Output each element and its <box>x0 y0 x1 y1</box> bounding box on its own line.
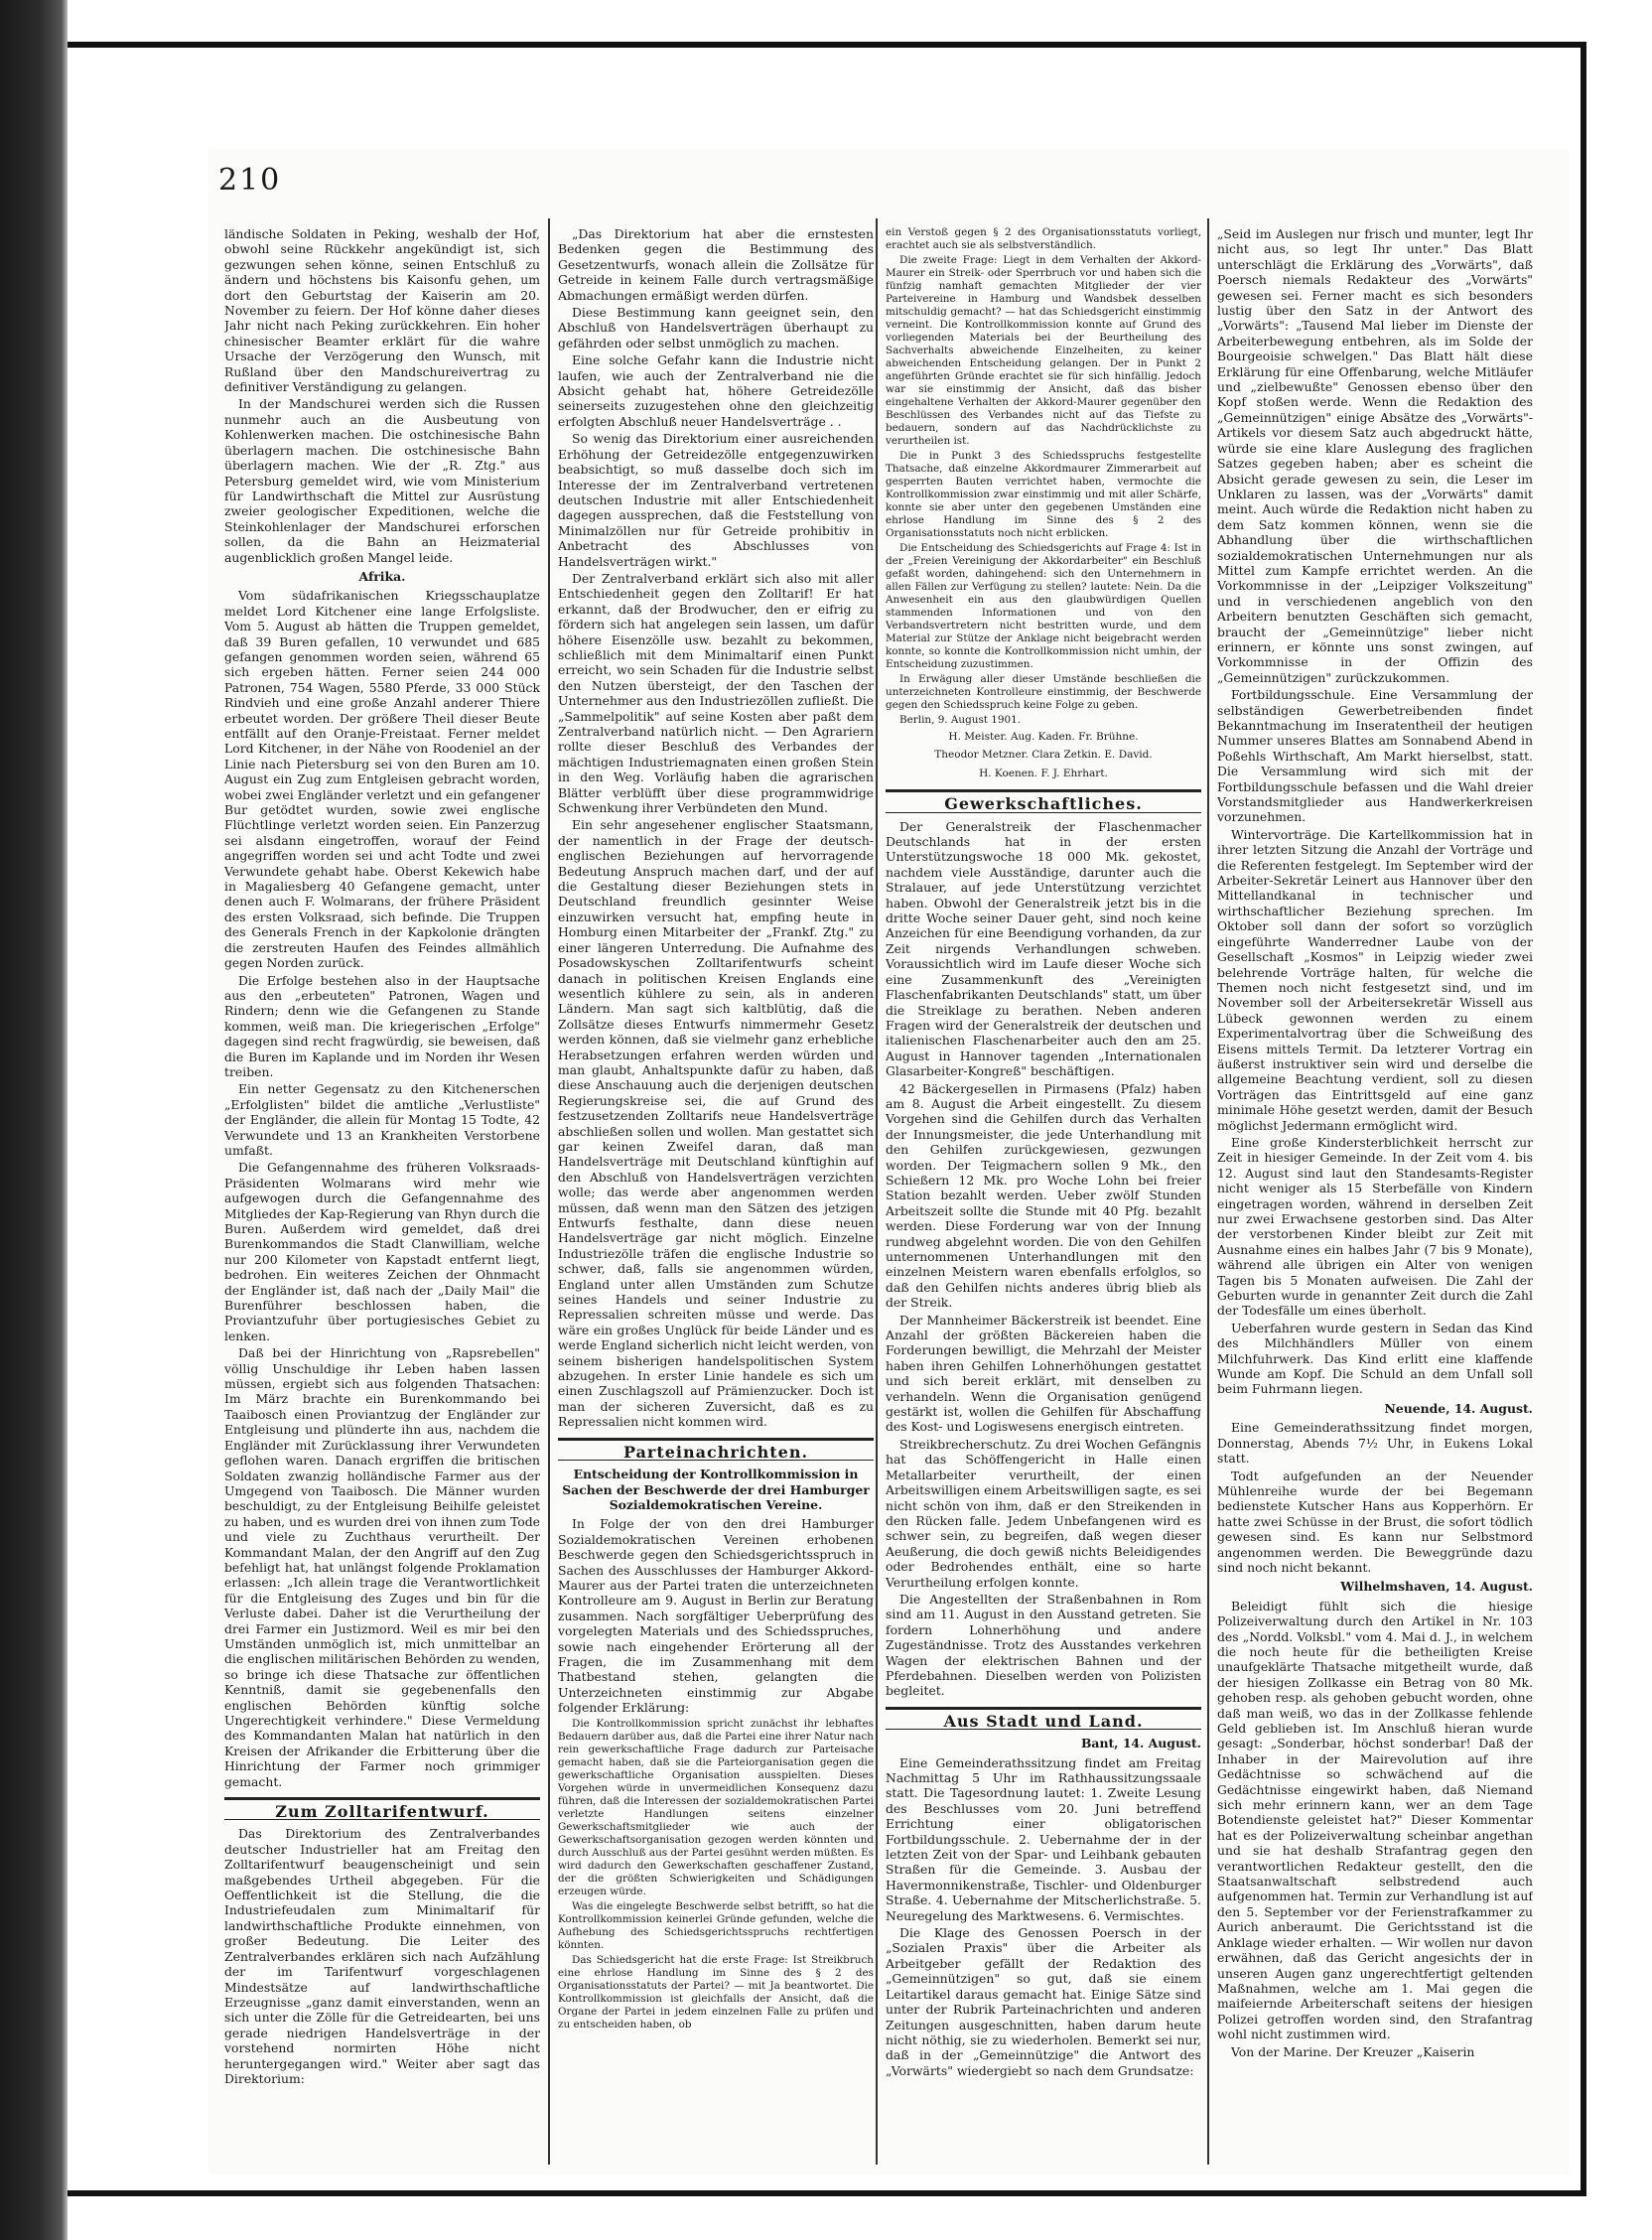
paragraph: ländische Soldaten in Peking, weshalb der Hof, obwohl seine Rückkehr angekündigt ist, sich gezwungen sehen könne, seinen Entschluß zu ändern und höchstens bis Kaisonfu gehen, um dort den Geburtstag der Kaiserin am 20. November zu feiern. Der Hof könne daher dieses Jahr nicht nach Peking zurückkehren. Ein hoher chinesischer Beamter erklärt für die wahre Ursache der Verzögerung den Wunsch, mit Rußland über den Mandschureivertrag zu definitiver Verständigung zu gelangen. <box>224 226 540 395</box>
paragraph: Eine Gemeinderathssitzung findet morgen, Donnerstag, Abends 7½ Uhr, in Eukens Lokal statt. <box>1217 1420 1533 1467</box>
page-number: 210 <box>218 163 282 198</box>
paragraph: Ein sehr angesehener englischer Staatsmann, der namentlich in der Frage der deutsch-englischen Beziehungen auf hervorragende Bedeutung Anspruch machen darf, und der auf die Gestaltung dieser Beziehungen stets in Deutschland freundlich gesinnter Weise einzuwirken versucht hat, empfing heute in Homburg einen Mitarbeiter der „Frankf. Ztg." zu einer längeren Unterredung. Die Aufnahme des Posadowskyschen Zolltarifentwurfs scheint danach in politischen Kreisen Englands eine wesentlich kühlere zu sein, als in anderen Ländern. Man sagt sich kaltblütig, daß die Zollsätze dieses Entwurfs nimmermehr Gesetz werden können, daß sie vielmehr ganz erhebliche Herabsetzungen erfahren werden würden und man glaubt, Anhaltspunkte dafür zu haben, daß diese Anschauung auch die derjenigen deutschen Regierungskreise sei, die auf Grund des festzusetzenden Zolltarifs neue Handelsverträge abschließen sollen und wollen. Man gestattet sich gar keinen Zweifel daran, daß man Handelsverträge mit Deutschland künftighin auf den Abschluß von Handelsverträgen verzichten wolle; das werde aber angenommen werden müssen, daß wenn man den Sätzen des jetzigen Entwurfs festhalte, dann diese neuen Handelsverträge gar nicht möglich. Einzelne Industriezölle träfen die englische Industrie so schwer, daß, falls sie angenommen würden, England unter allen Umständen zum Schutze seines Handels und seiner Industrie zu Repressalien schreiten müsse und werde. Das wäre ein großes Unglück für beide Länder und es werde England sicherlich nicht leicht werden, von seinem bisherigen handelspolitischen System abzugehen. In erster Linie handele es sich um einen Zuschlagszoll auf Prämienzucker. Doch ist man der sicheren Zuversicht, daß es zu Repressalien nicht kommen wird. <box>558 817 874 1430</box>
sub-heading: Entscheidung der Kontrollkommission in Sachen der Beschwerde der drei Hamburger Sozialdemokratischen Vereine. <box>562 1467 870 1512</box>
paragraph: Die Gefangennahme des früheren Volksraads-Präsidenten Wolmarans wird mehr wie aufgewogen durch die Gefangennahme des Mitgliedes der Kap-Regierung van Rhyn durch die Buren. Außerdem wird gemeldet, daß drei Burenkommandos die Stadt Clanwilliam, welche nur 200 Kilometer von Kapstadt entfernt liegt, bedrohen. Ein weiteres Zeichen der Ohnmacht der Engländer ist, daß nach der „Daily Mail" die Burenführer beschlossen haben, die Proviantzufuhr über portugiesisches Gebiet zu lenken. <box>224 1160 540 1343</box>
signature-line: H. Koenen. F. J. Ehrhart. <box>979 767 1108 779</box>
paragraph: Die in Punkt 3 des Schiedsspruchs festgestellte Thatsache, daß einzelne Akkordmaurer Zimmerarbeit auf gesperrten Bauten verrichtet haben, vermochte die Kontrollkommission zwar einstimmig und mit aller Schärfe, konnte sie aber unter den gegebenen Umständen eine ehrlose Handlung im Sinne des § 2 des Organisationsstatuts noch nicht erblicken. <box>886 450 1201 539</box>
dateline: Wilhelmshaven, 14. August. <box>1340 1579 1533 1595</box>
column-3 <box>886 226 1201 2153</box>
column-4 <box>1217 226 1533 2153</box>
paragraph: Vom südafrikanischen Kriegsschauplatze meldet Lord Kitchener eine lange Erfolgsliste. Vom 5. August ab hätten die Truppen gemeldet, daß 39 Buren gefallen, 10 verwundet und 685 gefangen genommen worden seien, während 65 sich ergeben hätten. Ferner seien 244 000 Patronen, 754 Wagen, 5580 Pferde, 33 000 Stück Rindvieh und eine große Anzahl anderer Thiere erbeutet worden. Der größere Theil dieser Beute entfällt auf den Oranje-Freistaat. Ferner meldet Lord Kitchener, in der Nähe von Roodeniel an der Linie nach Pietersburg sei von den Buren am 10. August ein Zug zum Entgleisen gebracht worden, wobei zwei Engländer verletzt und ein gefangener Bur getödtet wurden, sowie zwei englische Flüchtlinge verletzt worden seien. Ein Panzerzug sei alsdann eingetroffen, worauf der Feind angegriffen worden sei und acht Todte und zwei Verwundete gehabt habe. Oberst Kekewich habe in Magaliesberg 40 Gefangene gemacht, unter denen auch F. Wolmarans, der frühere Präsident des ersten Volksraad, sich befinde. Die Truppen des Generals French in der Kapkolonie drängten die zerstreuten Haufen des Feindes allmählich gegen Norden zurück. <box>224 588 540 971</box>
paragraph: Die zweite Frage: Liegt in dem Verhalten der Akkord-Maurer ein Streik- oder Sperrbruch vor und haben sich die fünfzig namhaft gemachten Mitglieder der vier Parteivereine in Hamburg und Wandsbek desselben mitschuldig gemacht? — hat das Schiedsgericht einstimmig verneint. Die Kontrollkommission konnte auf Grund des vorliegenden Materials bei der Beurtheilung des Sachverhalts abweichende Einzelheiten, zu keiner abweichenden Entscheidung gelangen. Der in Punkt 2 angeführten Gründe erachtet sie für sich hinfällig. Jedoch war sie einstimmig der Ansicht, daß das bisher eingehaltene Verhalten der Akkord-Maurer gegenüber den Beschlüssen des Verbandes nicht auf das Tiefste zu bedauern, sondern auf das Nachdrücklichste zu verurtheilen ist. <box>886 254 1201 447</box>
paragraph: Todt aufgefunden an der Neuender Mühlenreihe wurde der bei Begemann bedienstete Kutscher Hans aus Kopperhörn. Er hatte zwei Schüsse in der Brust, die sofort tödlich gewesen sind. Es kann nur Selbstmord angenommen werden. Die Beweggründe dazu sind noch nicht bekannt. <box>1217 1468 1533 1575</box>
paragraph: Eine solche Gefahr kann die Industrie nicht laufen, wie auch der Zentralverband nie die Absicht gehabt hat, höhere Getreidezölle seinerseits zuzugestehen ohne den gleichzeitig erfolgten Abschluß neuer Handelsverträge . . <box>558 352 874 429</box>
paragraph: Die Klage des Genossen Poersch in der „Sozialen Praxis" über die Arbeiter als Arbeitgeber gefällt der Redaktion des „Gemeinnützigen" so gut, daß sie einem Leitartikel daraus gemacht hat. Einige Sätze sind unter der Rubrik Parteinachrichten und anderen Zeitungen ausgeschnitten, haben darum heute nicht nöthig, sie zu wiederholen. Bemerkt sei nur, daß in der „Gemeinnützige" die Antwort des „Vorwärts" wiedergiebt so nach dem Grundsatze: <box>886 1925 1201 2078</box>
paragraph: In Folge der von den drei Hamburger Sozialdemokratischen Vereinen erhobenen Beschwerde gegen den Schiedsgerichtsspruch in Sachen des Ausschlusses der Hamburger Akkord-Maurer aus der Partei traten die unterzeichneten Kontrolleure am 9. August in Berlin zur Beratung zusammen. Nach sorgfältiger Ueberprüfung des vorgelegten Materials und des Schiedsspruches, sowie nach eingehender Erörterung all der Fragen, die im Zusammenhang mit dem Thatbestand stehen, gelangten die Unterzeichneten einstimmig zur Abgabe folgender Erklärung: <box>558 1516 874 1716</box>
paragraph: Wintervorträge. Die Kartellkommission hat in ihrer letzten Sitzung die Anzahl der Vorträge und die Referenten festgelegt. Im September wird der Arbeiter-Sekretär Leinert aus Hannover über den Mittellandkanal in technischer und wirthschaftlicher Beziehung sprechen. Im Oktober soll dann der sofort so vorzüglich eingeführte Wanderredner Laube von der Gesellschaft „Kosmos" in Leipzig wieder zwei belehrende Vorträge halten, für welche die Themen noch nicht festgesetzt sind, und im November soll der Arbeitersekretär Wissell aus Lübeck gewonnen werden zu einem Experimentalvortrag über die Schweißung des Eisens mittels Termit. Da letzterer Vortrag ein äußerst instruktiver sein wird und derselbe die allgemeine Beachtung verdient, soll zu diesen Vorträgen das Eintrittsgeld auf eine ganz minimale Höhe gesetzt werden, damit der Besuch möglichst Jedermann ermöglicht wird. <box>1217 826 1533 1133</box>
column-rule <box>876 218 878 2165</box>
paragraph: In der Mandschurei werden sich die Russen nunmehr auch an die Ausbeutung von Kohlenwerken machen. Die ostchinesische Bahn überlagern machen. Die ostchinesische Bahn überlagern machen. Wie der „R. Ztg." aus Petersburg gemeldet wird, wie vom Ministerium für Landwirthschaft die Mittel zur Ausrüstung zweier geologischer Expeditionen, welche die Steinkohlenlager der Mandschurei erforschen sollen, da die Bahn an Heizmaterial augenblicklich großen Mangel leide. <box>224 396 540 565</box>
column-rule <box>1207 218 1209 2165</box>
paragraph: Was die eingelegte Beschwerde selbst betrifft, so hat die Kontrollkommission keinerlei Gründe gefunden, welche die Aufhebung des Schiedsgerichtsspruchs rechtfertigen könnten. <box>558 1899 874 1951</box>
paragraph: Daß bei der Hinrichtung von „Rapsrebellen" völlig Unschuldige ihr Leben haben lassen müssen, ergiebt sich aus folgenden Thatsachen: Im März brachte ein Burenkommando bei Taaibosch einen Proviantzug der Engländer zur Entgleisung und plünderte ihn aus, nachdem die Engländer mit Zurücklassung ihrer Verwundeten geflohen waren. Danach ergriffen die britischen Soldaten zwanzig holländische Farmer aus der Umgegend von Taaibosch. Die Männer wurden beschuldigt, zu der Entgleisung Beihilfe geleistet zu haben, und es wurden drei von ihnen zum Tode und viele zu Zuchthaus verurtheilt. Der Kommandant Malan, der den Angriff auf den Zug befehligt hat, hat unlängst folgende Proklamation erlassen: „Ich allein trage die Verantwortlichkeit für die Entgleisung des Zuges und bin für die Verluste dabei. Daher ist die Verurtheilung der drei Farmer ein Justizmord. Weil es mir bei den Umständen unmöglich ist, mich unmittelbar an die englischen militärischen Behörden zu wenden, so bringe ich diese Thatsache zur öffentlichen Kenntniß, damit sie gegebenenfalls den englischen Behörden künftig solche Ungerechtigkeit verhindere." Diese Vermeldung des Kommandanten Malan hat natürlich in den Kreisen der Afrikander die Erbitterung über die Hinrichtung der Farmer noch grimmiger gemacht. <box>224 1345 540 1789</box>
paragraph: Das Schiedsgericht hat die erste Frage: Ist Streikbruch eine ehrlose Handlung im Sinne des § 2 des Organisationsstatuts der Partei? — mit Ja beantwortet. Die Kontrollkommission ist gleichfalls der Ansicht, daß die Organe der Partei in jedem einzelnen Falle zu prüfen und zu entscheiden haben, ob <box>558 1953 874 2030</box>
paragraph: Der Generalstreik der Flaschenmacher Deutschlands hat in der ersten Unterstützungswoche 18 000 Mk. gekostet, nachdem viele Ausständige, darunter auch die Stralauer, auf jede Unterstützung verzichtet haben. Obwohl der Generalstreik jetzt bis in die dritte Woche seiner Dauer geht, sind noch keine Anzeichen für eine Beendigung vorhanden, da zur Zeit nirgends Verhandlungen schweben. Voraussichtlich wird im Laufe dieser Woche sich eine Zusammenkunft des „Vereinigten Flaschenfabrikanten Deutschlands" statt, um über die Streiklage zu berathen. Neben anderen Fragen wird der Generalstreik der deutschen und italienischen Flaschenarbeiter auch den am 25. August in Hannover tagenden „Internationalen Glasarbeiter-Kongreß" beschäftigen. <box>886 818 1201 1079</box>
dateline: Berlin, 9. August 1901. <box>899 714 1022 726</box>
column-1 <box>224 226 540 2153</box>
section-heading-afrika: Afrika. <box>358 568 406 584</box>
column-2 <box>558 226 874 2153</box>
paragraph: Streikbrecherschutz. Zu drei Wochen Gefängnis hat das Schöffengericht in Halle einen Metallarbeiter verurtheilt, der einen Arbeitswilligen einem Arbeitswilligen sagte, es sei nicht schön von ihm, daß er den Streikenden in den Rücken falle. Jedem Unbefangenen wird es schwer sein, zu begreifen, daß wegen dieser Aeußerung, die doch gewiß nichts Beleidigendes oder Bedrohendes enthält, eine so harte Verurtheilung erfolgen konnte. <box>886 1436 1201 1590</box>
paragraph: Der Zentralverband erklärt sich also mit aller Entschiedenheit gegen den Zolltarif! Er hat erkannt, daß der Brodwucher, den er eifrig zu fördern sich hat angelegen sein lassen, um dafür höhere Eisenzölle usw. bezahlt zu bekommen, schließlich mit dem Minimaltarif einen Punkt erreicht, wo sein Schaden für die Industrie selbst den Nutzen übersteigt, der den Taschen der Unternehmer aus den Industriezöllen zufließt. Die „Sammelpolitik" auf seine Kosten aber paßt dem Zentralverband natürlich nicht. — Den Agrariern rollte dieser Beschluß des Verbandes der mächtigen Industriemagnaten einen großen Stein in den Weg. Vorläufig haben die agrarischen Blätter verblüfft über diese programmwidrige Schwenkung ihrer Verbündeten den Mund. <box>558 570 874 816</box>
paragraph: Fortbildungsschule. Eine Versammlung der selbständigen Gewerbetreibenden findet Bekanntmachung im Inseratentheil der heutigen Nummer unseres Blattes am Sonnabend Abend in Poßehls Wirthschaft, Am Markt hierselbst, statt. Die Versammlung wird sich mit der Fortbildungsschule befassen und die Wahl dreier Vorstandsmitglieder aus Handwerkerkreisen vorzunehmen. <box>1217 687 1533 825</box>
paragraph: Von der Marine. Der Kreuzer „Kaiserin <box>1231 2043 1475 2059</box>
paragraph: Ueberfahren wurde gestern in Sedan das Kind des Milchhändlers Müller von einem Milchfuhrwerk. Das Kind erlitt eine klaffende Wunde am Kopf. Die Schuld an dem Unfall soll beim Fuhrmann liegen. <box>1217 1320 1533 1397</box>
paragraph: Die Angestellten der Straßenbahnen in Rom sind am 11. August in den Ausstand getreten. Sie fordern Lohnerhöhung und andere Zugeständnisse. Trotz des Ausstandes verkehren Wagen der elektrischen Bahnen und der Pferdebahnen. Dieselben werden von Polizisten begleitet. <box>886 1591 1201 1699</box>
paragraph: Beleidigt fühlt sich die hiesige Polizeiverwaltung durch den Artikel in Nr. 103 des „Nordd. Volksbl." vom 4. Mai d. J., in welchem die noch heute für die betheiligten Kreise unaufgeklärte Thatsache mitgetheilt wurde, daß der hiesigen Zollkasse ein Betrag von 80 Mk. gehoben resp. als gehoben gebucht worden, ohne daß man weiß, wo das in der Zollkasse fehlende Geld geblieben ist. Im Anschluß hieran wurde gesagt: „Sonderbar, höchst sonderbar! Daß der Inhaber in der Mairevolution auf ihre Gedächtnisse so schwächend auf die Gedächtnisse eingewirkt haben, daß Niemand sich mehr erinnern kann, wer an dem Tage Botendienste geleistet hat?" Dieser Kommentar hat es der Polizeiverwaltung scheinbar angethan und sie hat deshalb Strafantrag gegen den verantwortlichen Redakteur gestellt, den die Staatsanwaltschaft selbstredend auch aufgenommen hat. Termin zur Verhandlung ist auf den 5. September vor der Ferienstrafkammer zu Aurich anberaumt. Die Gerichtsstand ist die Anklage wieder erhalten. — Wir wollen nur davon erwähnen, daß das Gericht angesichts der in unseren Augen ganz ungerechtfertigt geltenden Maßnahmen, welche am 1. Mai gegen die maifeiernde Arbeiterschaft seitens der hiesigen Polizei getroffen worden sind, den Strafantrag wohl nicht zustimmen wird. <box>1217 1598 1533 2042</box>
paragraph: So wenig das Direktorium einer ausreichenden Erhöhung der Getreidezölle entgegenzuwirken beabsichtigt, so muß dasselbe doch sich im Interesse der im Zentralverband vertretenen deutschen Industrie mit aller Entschiedenheit dagegen aussprechen, daß die Feststellung von Minimalzöllen nur für Getreide prohibitiv in Anbetracht des Abschlusses von Handelsverträgen wirkt." <box>558 431 874 569</box>
column-rule <box>548 218 550 2165</box>
paragraph: „Das Direktorium hat aber die ernstesten Bedenken gegen die Bestimmung des Gesetzentwurfs, wonach allein die Zollsätze für Getreide in keinem Falle durch vertragsmäßige Abmachungen ermäßigt werden dürfen. <box>558 226 874 303</box>
dateline: Neuende, 14. August. <box>1384 1400 1533 1416</box>
paragraph: Die Entscheidung des Schiedsgerichts auf Frage 4: Ist in der „Freien Vereinigung der Akkordarbeiter" ein Beschluß gefaßt worden, dahingehend: sich den Unternehmern in allen Fällen zur Verfügung zu stellen? lautete: Nein. Da die Anwesenheit ein aus den glaubwürdigen Quellen stammenden Informationen und von den Verbandsvertretern nicht bestritten wurde, und dem Material zur Stütze der Anklage nicht beigebracht werden konnte, so konnte die Kontrollkommission nicht umhin, der Entscheidung zuzustimmen. <box>886 542 1201 670</box>
paragraph: Ein netter Gegensatz zu den Kitchenerschen „Erfolglisten" bildet die amtliche „Verlustliste" der Engländer, die allein für Montag 15 Todte, 42 Verwundete und 13 an Krankheiten Verstorbene umfaßt. <box>224 1081 540 1158</box>
paragraph: Diese Bestimmung kann geeignet sein, den Abschluß von Handelsverträgen überhaupt zu gefährden oder selbst unmöglich zu machen. <box>558 305 874 350</box>
scan-book-edge <box>0 0 68 2240</box>
paragraph: Eine große Kindersterblichkeit herrscht zur Zeit in hiesiger Gemeinde. In der Zeit vom 4. bis 12. August sind laut den Standesamts-Register nicht weniger als 15 Sterbefälle von Kindern eingetragen worden, während in derselben Zeit nur zwei Erwachsene gestorben sind. Das Alter der verstorbenen Kinder bleibt zur Zeit mit Ausnahme eines ein halbes Jahr (7 bis 9 Monate), während alle übrigen ein Alter von wenigen Tagen bis 5 Monaten aufweisen. Die Zahl der Geburten wurde in genannter Zeit durch die Zahl der Todesfälle um eines überholt. <box>1217 1134 1533 1319</box>
paragraph: 42 Bäckergesellen in Pirmasens (Pfalz) haben am 8. August die Arbeit eingestellt. Zu diesem Vorgehen sind die Gehilfen durch das Verhalten der Innungsmeister, die jede Unterhandlung mit den Gehilfen zurückgewiesen, gezwungen worden. Der Teigmachern sollen 9 Mk., den Schießern 12 Mk. pro Woche Lohn bei freier Station bezahlt werden. Ueber zwölf Stunden Arbeitszeit sollte die Stunde mit 40 Pfg. bezahlt werden. Diese Forderung war von der Innung rundweg abgelehnt worden. Die von den Gehilfen unternommenen Unterhandlungen mit den einzelnen Meistern waren ebenfalls erfolglos, so daß den Gehilfen nichts anderes übrig blieb als der Streik. <box>886 1080 1201 1311</box>
paragraph: Die Kontrollkommission spricht zunächst ihr lebhaftes Bedauern darüber aus, daß die Partei eine ihrer Natur nach rein gewerkschaftliche Frage dadurch zur Parteisache gemacht haben, daß sie die Parteiorganisation gegen die gewerkschaftliche Organisation ausspielten. Dieses Vorgehen würde in unvermeidlichen Konsequenz dazu führen, daß die Interessen der sozialdemokratischen Partei verletzte Handlungen seitens einzelner Gewerkschaftsmitglieder wie auch der Gewerkschaftsorganisation gezogen werden könnten und durch Ausschluß aus der Partei gesühnt werden müßten. Es wird dadurch den Gewerkschaften geschaffener Zustand, der die größten Schwierigkeiten und Schädigungen erzeugen würde. <box>558 1717 874 1897</box>
signature-line: Theodor Metzner. Clara Zetkin. E. David. <box>934 749 1153 762</box>
signature-line: H. Meister. Aug. Kaden. Fr. Brühne. <box>948 731 1139 743</box>
section-heading-stadt-und-land: Aus Stadt und Land. <box>886 1707 1201 1730</box>
dateline: Bant, 14. August. <box>1080 1736 1201 1751</box>
paragraph: Das Direktorium des Zentralverbandes deutscher Industrieller hat am Freitag den Zolltarifentwurf beaugenscheinigt und sein maßgebendes Urtheil abgegeben. Für die Oeffentlichkeit ist die Stellung, die die Industriefeudalen zum Minimaltarif für landwirthschaftliche Produkte einnehmen, von großer Bedeutung. Die Leiter des Zentralverbandes erklären sich nach Aufzählung der im Tarifentwurf vorgeschlagenen Mindestsätze auf landwirthschaftliche Erzeugnisse „ganz damit einverstanden, wenn an sich unter die Zölle für die Getreidearten, bei uns gerade niedrigen Handelsverträge in der vorstehend normirten Höhe nicht heruntergegangen wird." Weiter aber sagt das Direktorium: <box>224 1826 540 2086</box>
paragraph: ein Verstoß gegen § 2 des Organisationsstatuts vorliegt, erachtet auch sie als selbstverständlich. <box>886 226 1201 251</box>
paragraph: Die Erfolge bestehen also in der Hauptsache aus den „erbeuteten" Patronen, Wagen und Rindern; denn wie die Gefangenen zu Stande kommen, weiß man. Die kriegerischen „Erfolge" dagegen sind recht fragwürdig, sie beweisen, daß die Buren im Kaplande und im Norden ihr Wesen treiben. <box>224 972 540 1079</box>
paragraph: „Seid im Auslegen nur frisch und munter, legt Ihr nicht aus, so legt Ihr unter." Das Blatt unterschlägt die Erklärung des „Vorwärts", daß Poersch niemals Redakteur des „Vorwärts" gewesen sei. Ferner macht es sich besonders lustig über den Satz in der Antwort des „Vorwärts": „Tausend Mal lieber im Dienste der Arbeiterbewegung entbehren, als im Solde der Bourgeoisie schwelgen." Das Blatt hält diese Erklärung für eine Offenbarung, welche Mitläufer und „zielbewußte" Genossen ebenso über den Kopf stoßen werde. Wenn die Redaktion des „Gemeinnützigen" einige Absätze des „Vorwärts"-Artikels vor diesem Satz auch abgedruckt hätte, würde sie eine klare Auslegung des fraglichen Satzes gegeben haben; aber es scheint die Absicht gerade gewesen zu sein, die Leser im Unklaren zu lassen, was der „Vorwärts" damit meint. Auch würde die Redaktion nicht haben zu dem Satz kommen können, wenn sie die Abhandlung über die wirthschaftlichen sozialdemokratischen Unternehmungen nur als Mittel zum Kampfe errichtet werden. An die Vorkommnisse in der „Leipziger Volkszeitung" und in verschiedenen angeblich von den Arbeitern benutzten Geschäften sich gemacht, braucht der „Gemeinnützige" lieber nicht erinnern, er könnte uns sonst zwingen, auf Vorkommnisse in der Offizin des „Gemeinnützigen" zurückzukommen. <box>1217 226 1533 685</box>
paragraph: In Erwägung aller dieser Umstände beschließen die unterzeichneten Kontrolleure einstimmig, der Beschwerde gegen den Schiedsspruch keine Folge zu geben. <box>886 673 1201 711</box>
section-heading-zolltarif: Zum Zolltarifentwurf. <box>224 1797 540 1820</box>
paragraph: Der Mannheimer Bäckerstreik ist beendet. Eine Anzahl der größten Bäckereien haben die Forderungen bewilligt, die Mehrzahl der Meister haben ihren Gehilfen Lohnerhöhungen gestattet und sich bereit erklärt, mit denselben zu verhandeln. Wenn die Organisation genügend gestärkt ist, wollen die Gehilfen für Abschaffung des Kost- und Logiswesens energisch eintreten. <box>886 1312 1201 1435</box>
section-heading-gewerkschaftliches: Gewerkschaftliches. <box>886 789 1201 812</box>
section-heading-parteinachrichten: Parteinachrichten. <box>558 1438 874 1461</box>
paragraph: Eine Gemeinderathssitzung findet am Freitag Nachmittag 5 Uhr im Rathhaussitzungssaale statt. Die Tagesordnung lautet: 1. Zweite Lesung des Beschlusses vom 20. Juni betreffend Errichtung einer obligatorischen Fortbildungsschule. 2. Uebernahme der in der letzten Zeit von der Spar- und Leihbank gebauten Straßen für die Gemeinde. 3. Ausbau der Havermonnikenstraße, Tischler- und Oldenburger Straße. 4. Uebernahme der Mitscherlichstraße. 5. Neuregelung des Marktwesens. 6. Vermischtes. <box>886 1754 1201 1923</box>
